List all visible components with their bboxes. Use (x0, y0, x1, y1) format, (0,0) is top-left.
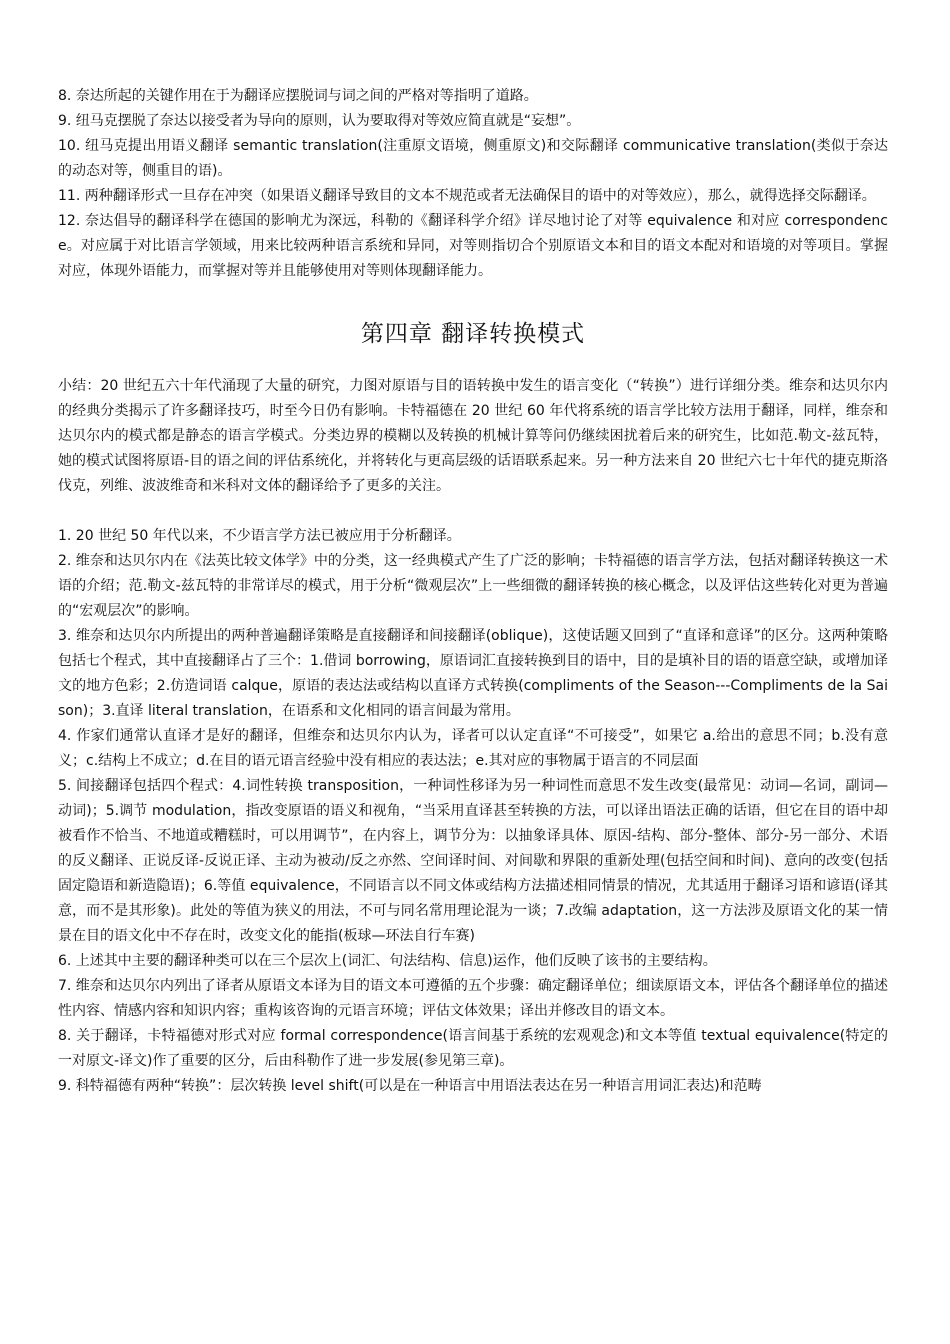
list-item: 9. 科特福德有两种“转换”：层次转换 level shift(可以是在一种语言中用语法表达在另一种语言用词汇表达)和范畴 (58, 1078, 762, 1094)
list-item: 6. 上述其中主要的翻译种类可以在三个层次上(词汇、句法结构、信息)运作，他们反映了该书的主要结构。 (58, 953, 717, 969)
list-item: 9. 纽马克摆脱了奈达以接受者为导向的原则，认为要取得对等效应简直就是“妄想”。 (58, 113, 581, 129)
list-item: 2. 维奈和达贝尔内在《法英比较文体学》中的分类，这一经典模式产生了广泛的影响；卡特福德的语言学方法，包括对翻译转换这一术语的介绍；范.勒文-兹瓦特的非常详尽的模式，用于分析“微观层次”上一些细微的翻译转换的核心概念，以及评估这些转化对更为普遍的“宏观层次”的影响。 (58, 553, 888, 619)
list-item: 8. 奈达所起的关键作用在于为翻译应摆脱词与词之间的严格对等指明了道路。 (58, 88, 538, 104)
list-item: 7. 维奈和达贝尔内列出了译者从原语文本译为目的语文本可遵循的五个步骤：确定翻译单位；细读原语文本，评估各个翻译单位的描述性内容、情感内容和知识内容；重构该咨询的元语言环境；评估文体效果；译出并修改目的语文本。 (58, 978, 888, 1019)
document-page (58, 84, 888, 1099)
spacer (58, 499, 888, 524)
top-list (58, 84, 888, 284)
chapter-summary: 小结：20 世纪五六十年代涌现了大量的研究，力图对原语与目的语转换中发生的语言变化（“转换”）进行详细分类。维奈和达贝尔内的经典分类揭示了许多翻译技巧，时至今日仍有影响。卡特福德在 20 世纪 60 年代将系统的语言学比较方法用于翻译，同样，维奈和达贝尔内的模式都是静态的语言学模式。分类边界的模糊以及转换的机械计算等问仍继续困扰着后来的研究生，比如范.勒文-兹瓦特，她的模式试图将原语-目的语之间的评估系统化，并将转化与更高层级的话语联系起来。另一种方法来自 20 世纪六七十年代的捷克斯洛伐克，列维、波波维奇和米科对文体的翻译给予了更多的关注。 (58, 378, 888, 494)
list-item: 11. 两种翻译形式一旦存在冲突（如果语义翻译导致目的文本不规范或者无法确保目的语中的对等效应），那么，就得选择交际翻译。 (58, 188, 876, 204)
list-item: 5. 间接翻译包括四个程式：4.词性转换 transposition，一种词性移译为另一种词性而意思不发生改变(最常见：动词—名词，副词—动词)；5.调节 modulation，指改变原语的语义和视角，“当采用直译甚至转换的方法，可以译出语法正确的话语，但它在目的语中却被看作不恰当、不地道或糟糕时，可以用调节”，在内容上，调节分为：以抽象译具体、原因-结构、部分-整体、部分-另一部分、术语的反义翻译、正说反译-反说正译、主动为被动/反之亦然、空间译时间、对间歇和界限的重新处理(包括空间和时间)、意向的改变(包括固定隐语和新造隐语)；6.等值 equivalence，不同语言以不同文体或结构方法描述相同情景的情况，尤其适用于翻译习语和谚语(译其意，而不是其形象)。此处的等值为狭义的用法，不可与同名常用理论混为一谈；7.改编 adaptation，这一方法涉及原语文化的某一情景在目的语文化中不存在时，改变文化的能指(板球—环法自行车赛) (58, 778, 888, 944)
list-item: 10. 纽马克提出用语义翻译 semantic translation(注重原文语境，侧重原文)和交际翻译 communicative translation(类似于奈达的动态对等，侧重目的语)。 (58, 138, 888, 179)
list-item: 3. 维奈和达贝尔内所提出的两种普遍翻译策略是直接翻译和间接翻译(oblique)，这使话题又回到了“直译和意译”的区分。这两种策略包括七个程式，其中直接翻译占了三个：1.借词 borrowing，原语词汇直接转换到目的语中，目的是填补目的语的语意空缺，或增加译文的地方色彩；2.仿造词语 calque，原语的表达法或结构以直译方式转换(compliments of the Season---Compliments de la Saison)；3.直译 literal translation，在语系和文化相同的语言间最为常用。 (58, 628, 888, 719)
list-item: 8. 关于翻译，卡特福德对形式对应 formal correspondence(语言间基于系统的宏观观念)和文本等值 textual equivalence(特定的一对原文-译文)作了重要的区分，后由科勒作了进一步发展(参见第三章)。 (58, 1028, 888, 1069)
list-item: 1. 20 世纪 50 年代以来，不少语言学方法已被应用于分析翻译。 (58, 528, 461, 544)
chapter-title: 第四章 翻译转换模式 (360, 321, 586, 347)
chapter-list (58, 524, 888, 1099)
list-item: 4. 作家们通常认直译才是好的翻译，但维奈和达贝尔内认为，译者可以认定直译“不可接受”，如果它 a.给出的意思不同；b.没有意义；c.结构上不成立；d.在目的语元语言经验中没有相应的表达法；e.其对应的事物属于语言的不同层面 (58, 728, 888, 769)
list-item: 12. 奈达倡导的翻译科学在德国的影响尤为深远，科勒的《翻译科学介绍》详尽地讨论了对等 equivalence 和对应 correspondence。对应属于对比语言学领域，用来比较两种语言系统和异同，对等则指切合个别原语文本和目的语文本配对和语境的对等项目。掌握对应，体现外语能力，而掌握对等并且能够使用对等则体现翻译能力。 (58, 213, 888, 279)
